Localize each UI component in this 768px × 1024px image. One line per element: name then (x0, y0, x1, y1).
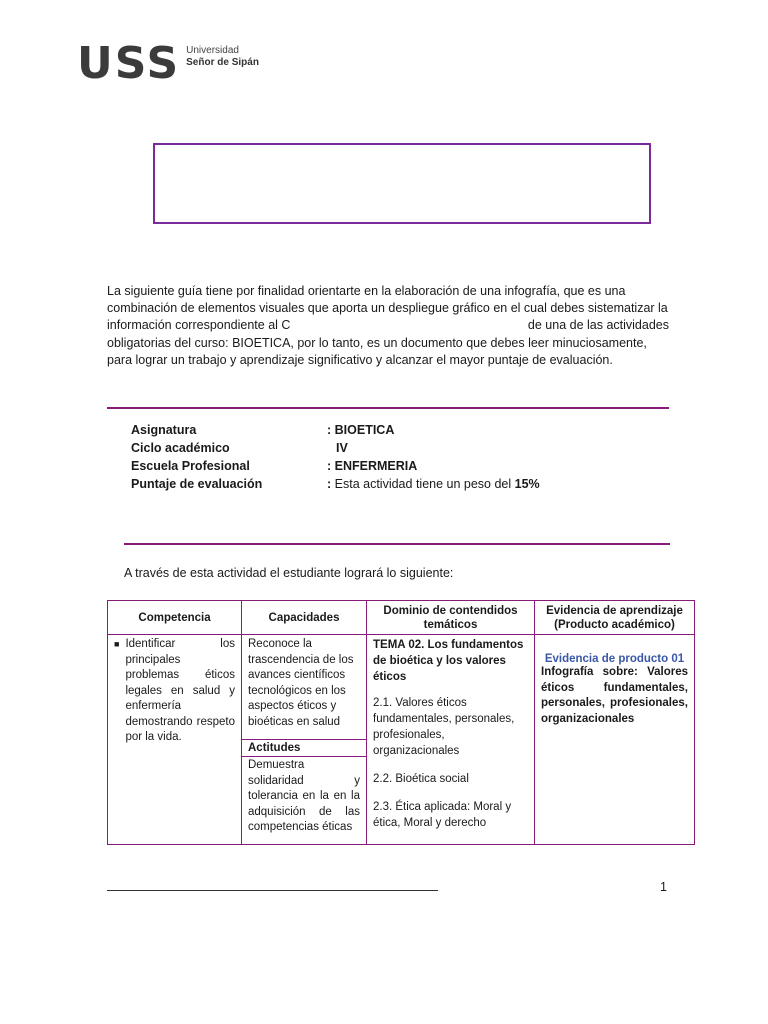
capacidad-text: Reconoce la trascendencia de los avances científicos tecnológicos en los aspectos éticos y bioéticas en salud (248, 638, 354, 728)
subtema-2: 2.2. Bioética social (373, 773, 469, 785)
intro-line-end: de una de las actividades (527, 318, 669, 333)
asignatura-label: Asignatura (131, 423, 197, 437)
evidencia-title: Evidencia de producto 01 (544, 653, 685, 665)
competencia-cell (108, 635, 242, 845)
competencia-text: Identificar los principales problemas éticos legales en salud y enfermería demostrando respeto por la vida. (125, 638, 235, 743)
table-row (108, 635, 695, 845)
puntaje-value (327, 476, 540, 494)
intro-line: La siguiente guía tiene por finalidad orientarte en la elaboración de una infografía, que es una (107, 284, 626, 298)
uss-logo (77, 38, 259, 89)
header-competencia: Competencia (108, 601, 242, 635)
puntaje-label: Puntaje de evaluación (131, 477, 263, 491)
table-header-row (108, 601, 695, 635)
intro-line: combinación de elementos visuales que aporta un despliegue gráfico en el cual debes sistematizar la (107, 301, 668, 316)
intro-line: obligatorias del curso: BIOETICA, por lo tanto, es un documento que debes leer minuciosamente, (107, 335, 647, 350)
dominio-cell (367, 635, 535, 845)
intro-line (107, 317, 669, 334)
divider (107, 407, 669, 409)
logo-mark: USS (77, 38, 181, 89)
puntaje-text: Esta actividad tiene un peso del (331, 477, 515, 491)
competencia-item (114, 637, 235, 746)
intro-line: para lograr un trabajo y aprendizaje significativo y alcanzar el mayor puntaje de evaluación. (107, 352, 613, 367)
evidencia-text: Infografía sobre: Valores éticos fundamentales, personales, profesionales, organizacionales (541, 666, 688, 725)
header-capacidades: Capacidades (242, 601, 367, 635)
logo-line1: Universidad (186, 45, 239, 56)
tema-title: TEMA 02. Los fundamentos de bioética y los valores éticos (373, 639, 524, 683)
divider (124, 543, 670, 545)
intro-line-start: información correspondiente al C (107, 318, 291, 333)
logo-text (186, 45, 259, 69)
asignatura-value: : BIOETICA (327, 423, 395, 437)
lead-text: A través de esta actividad el estudiante logrará lo siguiente: (124, 566, 454, 580)
actitudes-label: Actitudes (242, 739, 366, 757)
header-evidencia: Evidencia de aprendizaje (Producto académico) (535, 601, 695, 635)
competencies-table (107, 600, 695, 845)
square-bullet-icon: ■ (114, 639, 120, 649)
escuela-value: : ENFERMERIA (327, 459, 418, 473)
evidencia-cell (535, 635, 695, 845)
puntaje-colon: : (327, 477, 332, 491)
capacidades-cell (242, 635, 367, 845)
puntaje-percent: 15% (514, 477, 540, 491)
page-number: 1 (660, 880, 667, 894)
subtema-3: 2.3. Ética aplicada: Moral y ética, Moral y derecho (373, 801, 512, 829)
ciclo-value: IV (336, 441, 348, 455)
footer-line (107, 890, 438, 891)
actitud-text: Demuestra solidaridad y tolerancia en la en la adquisición de las competencias éticas (248, 759, 360, 833)
intro-paragraph (107, 283, 669, 369)
title-box (153, 143, 651, 224)
escuela-label: Escuela Profesional (131, 459, 250, 473)
header-dominio: Dominio de contendidos temáticos (367, 601, 535, 635)
ciclo-label: Ciclo académico (131, 441, 230, 455)
subtema-1: 2.1. Valores éticos fundamentales, personales, profesionales, organizacionales (373, 697, 515, 757)
logo-line2: Señor de Sipán (186, 57, 259, 68)
